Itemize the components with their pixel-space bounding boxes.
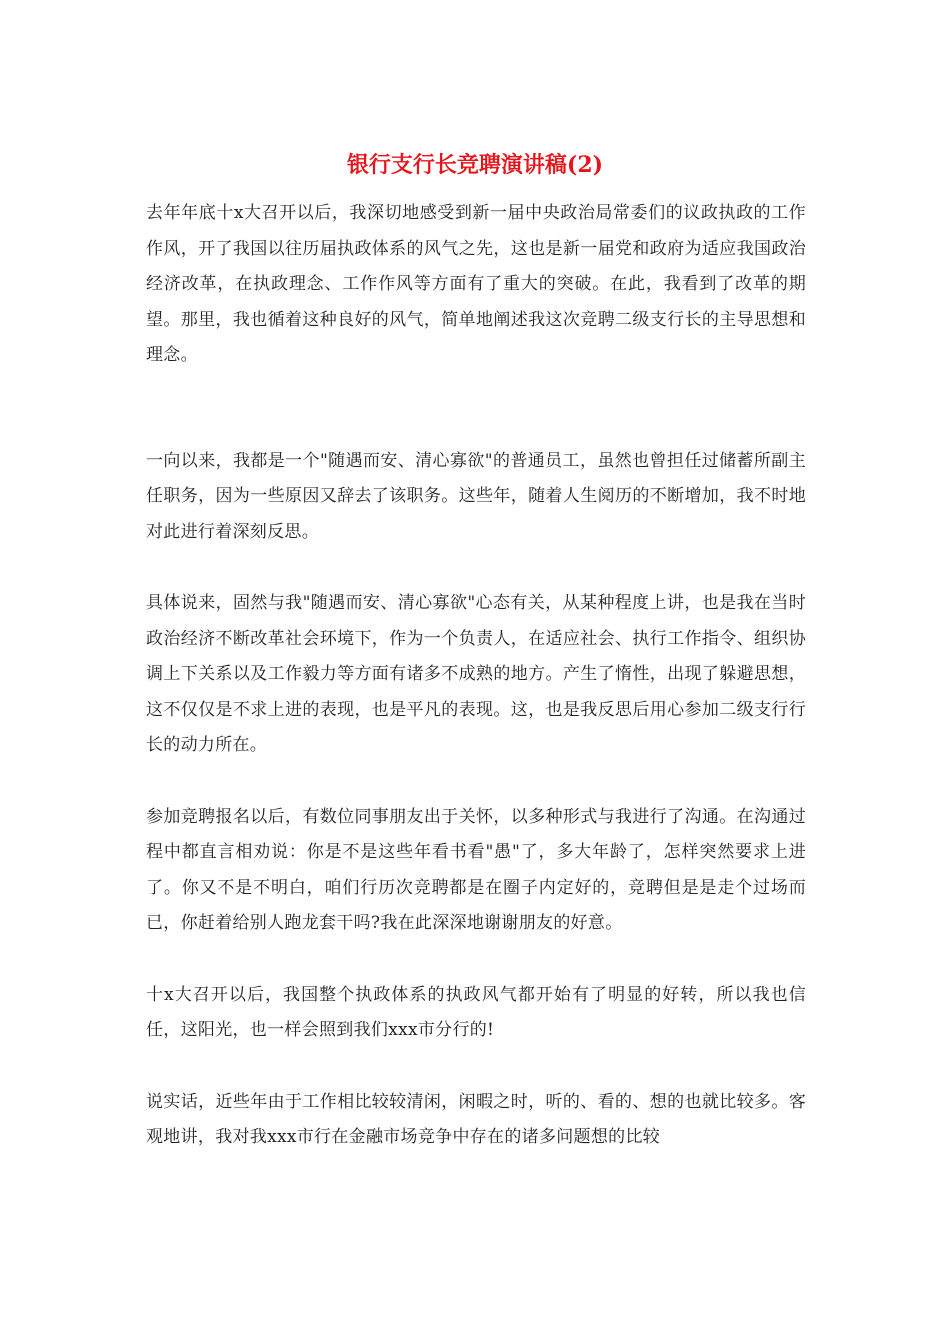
document-body xyxy=(146,196,806,1156)
paragraph-spacer xyxy=(146,374,806,444)
paragraph-5: 十x大召开以后，我国整个执政体系的执政风气都开始有了明显的好转，所以我也信任，这阳光，也一样会照到我们xxx市分行的! xyxy=(146,984,806,1040)
paragraph-spacer xyxy=(146,1049,806,1085)
paragraph-spacer xyxy=(146,550,806,586)
paragraph-spacer xyxy=(146,942,806,978)
paragraph-4: 参加竞聘报名以后，有数位同事朋友出于关怀，以多种形式与我进行了沟通。在沟通过程中都直言相劝说：你是不是这些年看书看"愚"了，多大年龄了，怎样突然要求上进了。你又不是不明白，咱们行历次竞聘都是在圈子内定好的，竞聘但是是走个过场而已，你赶着给别人跑龙套干吗?我在此深深地谢谢朋友的好意。 xyxy=(146,806,806,933)
paragraph-3: 具体说来，固然与我"随遇而安、清心寡欲"心态有关，从某种程度上讲，也是我在当时政治经济不断改革社会环境下，作为一个负责人，在适应社会、执行工作指令、组织协调上下关系以及工作毅力等方面有诸多不成熟的地方。产生了惰性，出现了躲避思想，这不仅仅是不求上进的表现，也是平凡的表现。这，也是我反思后用心参加二级支行行长的动力所在。 xyxy=(146,593,806,755)
document-title: 银行支行长竞聘演讲稿(2) xyxy=(346,152,604,178)
paragraph-1: 去年年底十x大召开以后，我深切地感受到新一届中央政治局常委们的议政执政的工作作风，开了我国以往历届执政体系的风气之先，这也是新一届党和政府为适应我国政治经济改革，在执政理念、工作作风等方面有了重大的突破。在此，我看到了改革的期望。那里，我也循着这种良好的风气，简单地阐述我这次竞聘二级支行长的主导思想和理念。 xyxy=(146,203,806,365)
paragraph-2: 一向以来，我都是一个"随遇而安、清心寡欲"的普通员工，虽然也曾担任过储蓄所副主任职务，因为一些原因又辞去了该职务。这些年，随着人生阅历的不断增加，我不时地对此进行着深刻反思。 xyxy=(146,450,806,542)
paragraph-spacer xyxy=(146,764,806,800)
paragraph-6: 说实话，近些年由于工作相比较较清闲，闲暇之时，听的、看的、想的也就比较多。客观地讲，我对我xxx市行在金融市场竞争中存在的诸多问题想的比较 xyxy=(146,1091,806,1147)
